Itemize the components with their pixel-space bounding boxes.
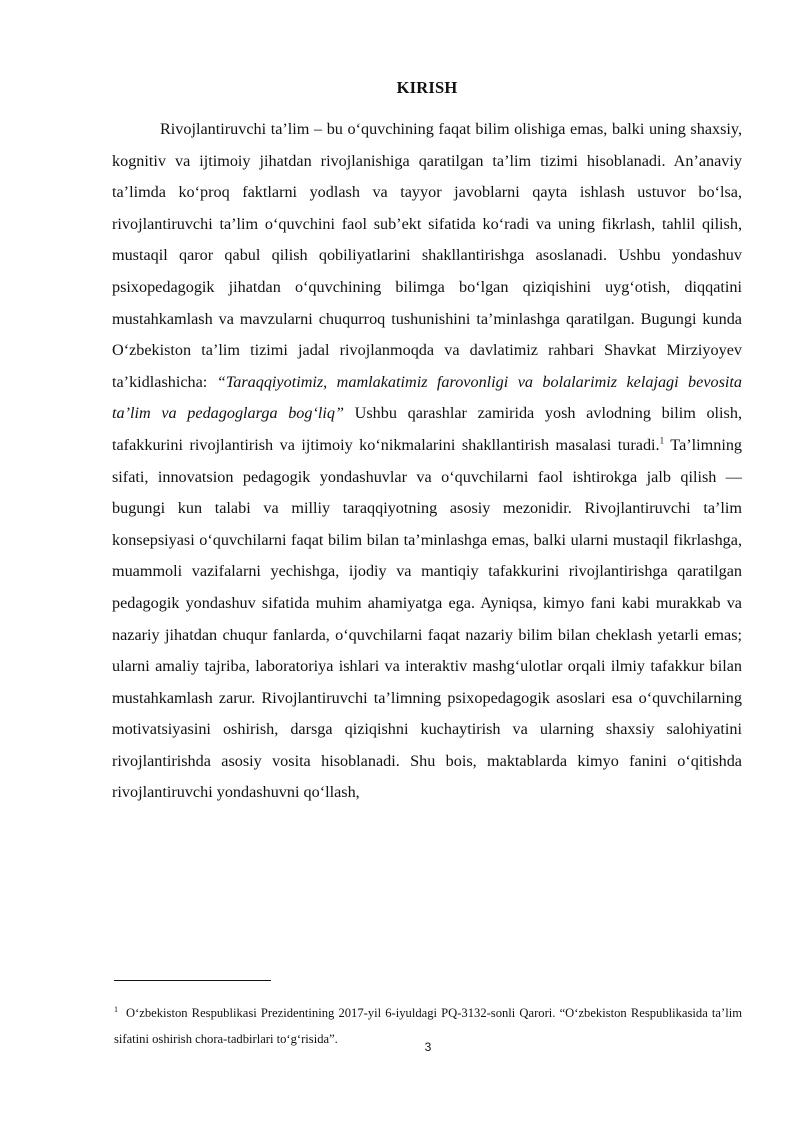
footnote-text: O‘zbekiston Respublikasi Prezidentining 2017-yil 6-iyuldagi PQ-3132-sonli Qarori. “O‘zbekiston Respublikasida ta’lim sifatini oshirish chora-tadbirlari to‘g‘risida”. [114, 1006, 742, 1046]
footnote-reference[interactable]: 1 [659, 435, 665, 446]
page-number: 3 [424, 1040, 432, 1054]
body-paragraph [112, 114, 742, 809]
section-heading: KIRISH [396, 78, 458, 97]
paragraph-text-start: Rivojlantiruvchi ta’lim – bu o‘quvchining faqat bilim olishiga emas, balki uning shaxsiy, kognitiv va ijtimoiy jihatdan rivojlanishiga qaratilgan ta’lim tizimi hisoblanadi. An’anaviy ta’limda ko‘proq faktlarni yodlash va tayyor javoblarni qayta ishlash ustuvor bo‘lsa, rivojlantiruvchi ta’lim o‘quvchini faol sub’ekt sifatida ko‘radi va uning fikrlash, tahlil qilish, mustaqil qaror qabul qilish qobiliyatlarini shakllantirishga asoslanadi. Ushbu yondashuv psixopedagogik jihatdan o‘quvchining bilimga bo‘lgan qiziqishini uyg‘otish, diqqatini mustahkamlash va mavzularni chuqurroq tushunishini ta’minlashga qaratilgan. Bugungi kunda O‘zbekiston ta’lim tizimi jadal rivojlanmoqda va davlatimiz rahbari Shavkat Mirziyoyev ta’kidlashicha: [112, 120, 742, 391]
president-quote: “Taraqqiyotimiz, mamlakatimiz farovonligi va bolalarimiz kelajagi bevosita ta’lim va pedagoglarga bog‘liq” [112, 372, 743, 423]
paragraph-text-middle: Ushbu qarashlar zamirida yosh avlodning bilim olish, tafakkurini rivojlantirish va ijtimoiy ko‘nikmalarini shakllantirish masalasi turadi. [112, 404, 742, 454]
footnote-separator [114, 980, 271, 981]
paragraph-text-end: Ta’limning sifati, innovatsion pedagogik yondashuvlar va o‘quvchilarni faol ishtirokga jalb qilish — bugungi kun talabi va milliy taraqqiyotning asosiy mezonidir. Rivojlantiruvchi ta’lim konsepsiyasi o‘quvchilarni faqat bilim bilan ta’minlashga emas, balki ularni mustaqil fikrlashga, muammoli vazifalarni yechishga, ijodiy va mantiqiy tafakkurini rivojlantirishga qaratilgan pedagogik yondashuv sifatida muhim ahamiyatga ega. Ayniqsa, kimyo fani kabi murakkab va nazariy jihatdan chuqur fanlarda, o‘quvchilarni faqat nazariy bilim bilan cheklash yetarli emas; ularni amaliy tajriba, laboratoriya ishlari va interaktiv mashg‘ulotlar orqali ilmiy tafakkur bilan mustahkamlash zarur. Rivojlantiruvchi ta’limning psixopedagogik asoslari esa o‘quvchilarning motivatsiyasini oshirish, darsga qiziqishni kuchaytirish va ularning shaxsiy salohiyatini rivojlantirishda asosiy vosita hisoblanadi. Shu bois, maktablarda kimyo fanini o‘qitishda rivojlantiruvchi yondashuvni qo‘llash, [112, 435, 743, 802]
footnote-marker: 1 [114, 1004, 118, 1014]
